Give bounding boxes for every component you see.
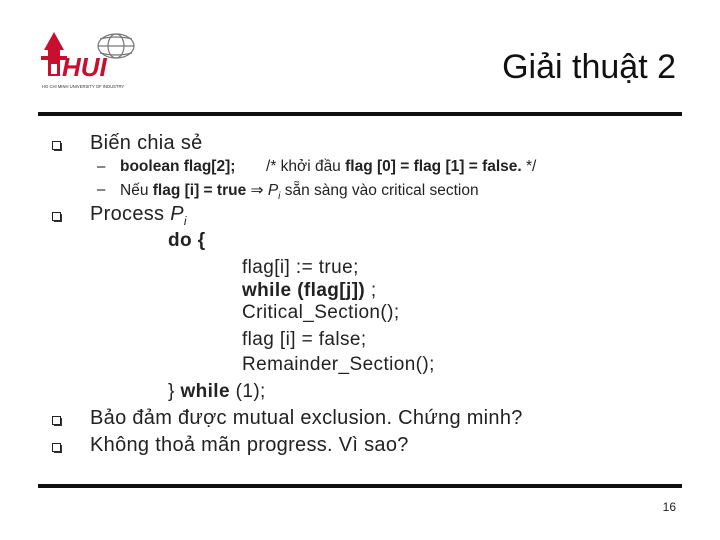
page-number: 16 <box>662 500 676 514</box>
dash-icon: – <box>97 181 106 198</box>
flag-true-text: flag [i] = true <box>152 182 247 199</box>
comment-start: /* khởi đầu <box>266 158 346 175</box>
code-line-set-flag: flag[i] := true; <box>242 257 359 278</box>
code-line-reset-flag: flag [i] = false; <box>242 329 367 350</box>
code-line-remainder: Remainder_Section(); <box>242 354 435 375</box>
logo-subtext: HO CHI MINH UNIVERSITY OF INDUSTRY <box>42 84 125 89</box>
ready-text: sẵn sàng vào critical section <box>280 182 479 199</box>
process-pi: P <box>267 182 279 199</box>
bullet-icon <box>52 141 62 151</box>
dash-icon: – <box>97 158 106 175</box>
bullet-icon <box>52 212 62 222</box>
bullet-shared-variables: Biến chia sẻ <box>90 132 203 154</box>
slide-title: Giải thuật 2 <box>502 48 676 86</box>
sub-item-flag-decl <box>120 158 536 176</box>
footer-divider <box>38 484 682 488</box>
if-text: Nếu <box>120 182 153 199</box>
code-end-while: } while (1); <box>168 381 266 402</box>
bullet-icon <box>52 443 62 453</box>
sub-item-ready: Nếu flag [i] = true ⇒ $P_i$ sẵn sàng vào critical section <box>120 182 479 203</box>
bullet-progress: Không thoả mãn progress. Vì sao? <box>90 434 409 456</box>
implies-icon: ⇒ <box>250 182 264 199</box>
comment-bold: flag [0] = flag [1] = false. <box>345 158 522 175</box>
logo-text: HUI <box>62 52 107 82</box>
code-line-while: while (flag[j]) ; <box>242 280 377 301</box>
bullet-process: Process $P_i$ <box>90 203 187 228</box>
bullet-mutual-exclusion: Bảo đảm được mutual exclusion. Chứng minh? <box>90 407 523 429</box>
code-line-critical: Critical_Section(); <box>242 302 400 323</box>
code-do: do { <box>168 230 206 251</box>
flag-declaration: boolean flag[2]; <box>120 158 236 175</box>
bullet-icon <box>52 416 62 426</box>
comment-end: */ <box>521 158 537 175</box>
